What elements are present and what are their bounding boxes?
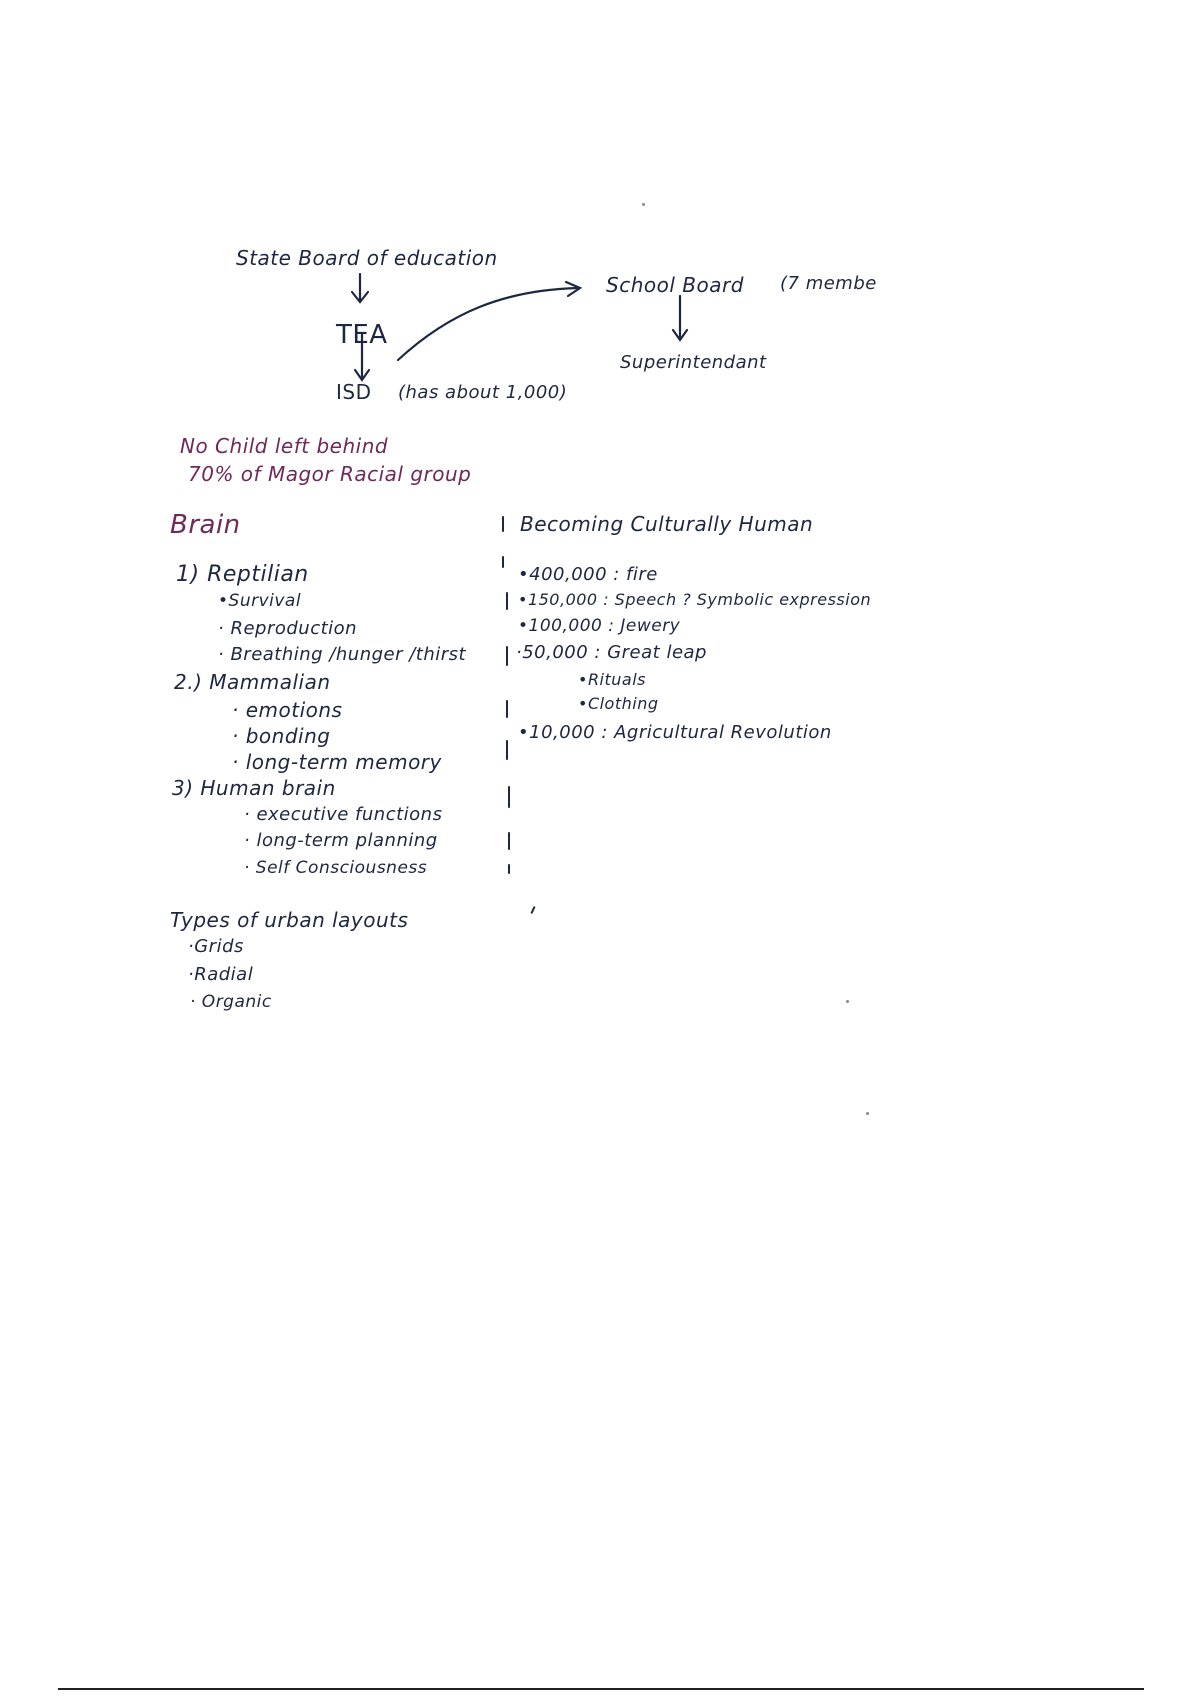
culture-item: •100,000 : Jewery <box>518 616 681 636</box>
tea-label: TEA <box>336 320 388 350</box>
divider-tick <box>506 592 508 610</box>
culture-item: •10,000 : Agricultural Revolution <box>518 722 832 743</box>
divider-tick <box>508 786 510 808</box>
culture-title: Becoming Culturally Human <box>520 512 814 536</box>
brain-item: · bonding <box>232 724 331 748</box>
brain-section-heading: 1) Reptilian <box>176 562 309 587</box>
brain-item: · Breathing /hunger /thirst <box>218 644 467 665</box>
brain-item: · long-term planning <box>244 830 438 851</box>
urban-item: ·Grids <box>188 936 244 957</box>
scan-speck <box>642 203 645 206</box>
nclb-title: No Child left behind <box>180 434 389 458</box>
school-board-note: (7 membe <box>780 273 877 294</box>
culture-item: •Rituals <box>578 670 646 689</box>
culture-item: •400,000 : fire <box>518 564 658 585</box>
isd-label: ISD <box>336 380 372 404</box>
scan-speck <box>846 1000 849 1003</box>
brain-section-heading: 2.) Mammalian <box>174 670 331 694</box>
brain-item: · Self Consciousness <box>244 858 428 878</box>
divider-tick <box>502 556 504 568</box>
arrow-tea-to-school-board <box>398 288 578 360</box>
nclb-note: 70% of Magor Racial group <box>188 462 472 486</box>
brain-title: Brain <box>170 510 241 540</box>
brain-item: · long-term memory <box>232 750 442 774</box>
divider-tick <box>506 646 508 666</box>
footer-rule <box>58 1688 1144 1690</box>
brain-item: · executive functions <box>244 804 443 825</box>
divider-tick <box>508 832 510 850</box>
brain-item: •Survival <box>218 591 302 611</box>
divider-tick <box>506 700 508 718</box>
superintendent-label: Superintendant <box>620 352 767 373</box>
culture-item: •Clothing <box>578 694 659 713</box>
brain-item: · Reproduction <box>218 618 358 639</box>
divider-tick <box>508 864 510 874</box>
divider-tick <box>506 740 508 760</box>
brain-item: · emotions <box>232 698 343 722</box>
urban-item: · Organic <box>190 992 272 1012</box>
state-board-label: State Board of education <box>236 246 498 270</box>
brain-section-heading: 3) Human brain <box>172 776 336 800</box>
culture-item: •150,000 : Speech ? Symbolic expression <box>518 590 872 609</box>
urban-item: ·Radial <box>188 964 254 985</box>
scan-speck <box>866 1112 869 1115</box>
urban-title: Types of urban layouts <box>170 908 409 932</box>
school-board-label: School Board <box>606 273 744 297</box>
isd-note: (has about 1,000) <box>398 382 568 403</box>
culture-item: ·50,000 : Great leap <box>516 642 707 663</box>
divider-tick <box>502 516 504 532</box>
